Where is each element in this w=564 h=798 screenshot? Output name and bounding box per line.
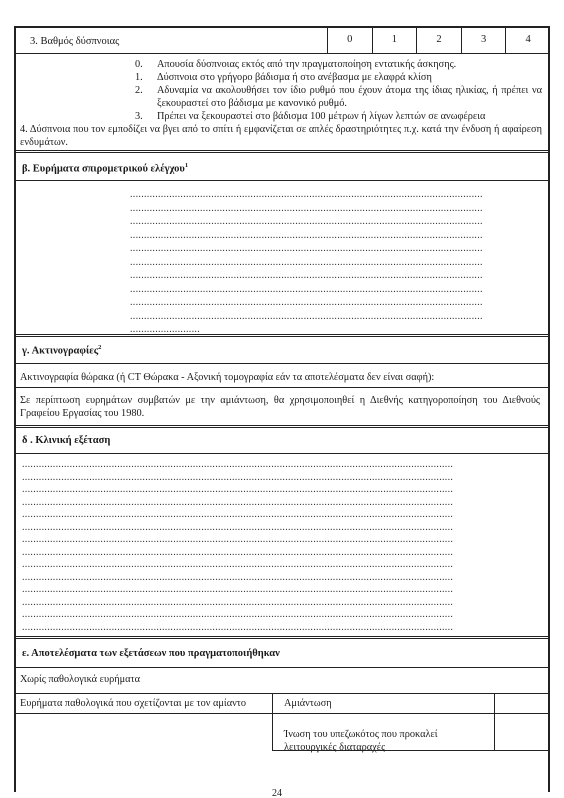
results-divider: [494, 694, 495, 750]
dotted-line[interactable]: ..........................................................................................................................................................: [22, 621, 454, 633]
scale-item: [14, 84, 550, 110]
scale-item-4: 4. Δύσπνοια που τον εμποδίζει να βγει από το σπίτι ή εμφανίζεται σε απλές δραστηριότητες π.χ. κατά την ένδυση ή αφαίρεση ενδυμάτων.: [20, 124, 542, 148]
spirometry-lines[interactable]: [130, 188, 540, 337]
scale-item: [14, 58, 550, 71]
clinical-lines[interactable]: [22, 459, 540, 634]
section-divider: [14, 453, 550, 454]
grade-option-1[interactable]: 1: [372, 26, 417, 53]
results-bottom-rule: [272, 750, 550, 751]
dotted-line[interactable]: ..............................................................................................................................: [130, 202, 483, 214]
dotted-line[interactable]: ..............................................................................................................................: [130, 310, 483, 322]
grade-option-4[interactable]: 4: [505, 26, 550, 53]
dotted-line[interactable]: ..............................................................................................................................: [130, 243, 483, 254]
scale-item-number: 0.: [135, 59, 143, 70]
dotted-line[interactable]: ..............................................................................................................................: [130, 270, 483, 281]
section-divider: [14, 425, 550, 428]
scale-item-number: 1.: [135, 72, 143, 83]
results-row-asbestos: [14, 694, 550, 714]
dotted-line[interactable]: ..........................................................................................................................................................: [22, 559, 454, 570]
dotted-line[interactable]: ..........................................................................................................................................................: [22, 546, 454, 558]
scale-item-text: Πρέπει να ξεκουραστεί στο βάδισμα 100 μέτρων ή λίγων λεπτών σε ανωφέρεια: [157, 111, 486, 122]
footnote-mark: 2: [98, 344, 102, 351]
clinical-title: δ . Κλινική εξέταση: [22, 435, 111, 446]
scale-item-number: 2.: [135, 85, 143, 96]
dotted-line[interactable]: ..........................................................................................................................................................: [22, 571, 454, 583]
page-number: 24: [272, 788, 282, 798]
dotted-line[interactable]: ..........................................................................................................................................................: [22, 534, 454, 545]
dyspnoea-grade-label: 3. Βαθμός δύσπνοιας: [30, 36, 120, 47]
dotted-line[interactable]: ..........................................................................................................................................................: [22, 521, 454, 533]
scale-item-text: Αδυναμία να ακολουθήσει τον ίδιο ρυθμό που έχουν άτομα της ίδιας ηλικίας, ή πρέπει να ξεκουραστεί στο βάδισμα με κανονικό ρυθμό.: [157, 85, 542, 109]
section-divider: [14, 180, 550, 181]
footnote-mark: 1: [184, 162, 189, 169]
dotted-line[interactable]: ..........................................................................................................................................................: [22, 459, 454, 470]
dotted-line[interactable]: ..............................................................................................................................: [130, 297, 483, 308]
dyspnoea-scale: [14, 58, 550, 149]
results-title: ε. Αποτελέσματα των εξετάσεων που πραγματοποιήθηκαν: [22, 648, 280, 659]
dotted-line[interactable]: ..........................................................................................................................................................: [22, 496, 454, 508]
no-findings-label: Χωρίς παθολογικά ευρήματα: [20, 674, 141, 685]
scale-item-text: Δύσπνοια στο γρήγορο βάδισμα ή στο ανέβασμα με ελαφρά κλίση: [157, 72, 432, 83]
spirometry-title: β. Ευρήματα σπιρομετρικού ελέγχου: [22, 163, 185, 175]
xrays-heading: [22, 344, 101, 357]
dyspnoea-grade-row: [14, 26, 550, 54]
grade-option-2[interactable]: 2: [416, 26, 461, 53]
xrays-line-1: Ακτινογραφία θώρακα (ή CT Θώρακα - Αξονική τομογραφία εάν τα αποτελέσματα δεν είναι σαφή):: [20, 372, 435, 383]
dotted-line[interactable]: ..........................................................................................................................................................: [22, 584, 454, 595]
dotted-line[interactable]: ..............................................................................................................................: [130, 216, 483, 227]
xrays-title: γ. Ακτινογραφίες: [22, 345, 99, 357]
grade-option-3[interactable]: 3: [461, 26, 506, 53]
results-divider: [272, 694, 273, 750]
scale-item-number: 3.: [135, 111, 143, 122]
dotted-line[interactable]: ..............................................................................................................................: [130, 283, 483, 295]
dotted-line[interactable]: ..........................................................................................................................................................: [22, 609, 454, 620]
section-divider: [14, 387, 550, 388]
section-divider: [14, 363, 550, 364]
section-divider: [14, 150, 550, 153]
scale-item: [14, 71, 550, 84]
spirometry-heading: [22, 162, 188, 175]
grade-option-0[interactable]: 0: [327, 26, 372, 53]
asbestos-related-label: Ευρήματα παθολογικά που σχετίζονται με τον αμίαντο: [20, 698, 247, 709]
results-row-no-findings: [14, 668, 550, 694]
dotted-line[interactable]: ..............................................................................................................................: [130, 229, 483, 241]
dotted-line[interactable]: ..........................................................................................................................................................: [22, 484, 454, 495]
section-divider: [14, 636, 550, 639]
dotted-line[interactable]: ..............................................................................................................................: [130, 256, 483, 268]
dotted-line[interactable]: ..............................................................................................................................: [130, 189, 483, 200]
scale-item-text: Απουσία δύσπνοιας εκτός από την πραγματοποίηση εντατικής άσκησης.: [157, 59, 457, 70]
asbestosis-label: Αμιάντωση: [284, 698, 332, 709]
dotted-line[interactable]: ..........................................................................................................................................................: [22, 471, 454, 483]
section-divider: [14, 334, 550, 337]
scale-item: [14, 110, 550, 123]
dotted-line[interactable]: .........................: [130, 324, 200, 335]
dotted-line[interactable]: ..........................................................................................................................................................: [22, 509, 454, 520]
xrays-line-2: Σε περίπτωση ευρημάτων συμβατών με την αμιάντωση, θα χρησιμοποιηθεί η Διεθνής κατηγοροποίηση του Διεθνούς Γραφείου Εργασίας του 1980.: [20, 395, 540, 419]
dotted-line[interactable]: ..........................................................................................................................................................: [22, 596, 454, 608]
fibrosis-label: Ίνωση του υπεζωκότος που προκαλεί λειτουργικές διαταραχές: [284, 729, 438, 753]
